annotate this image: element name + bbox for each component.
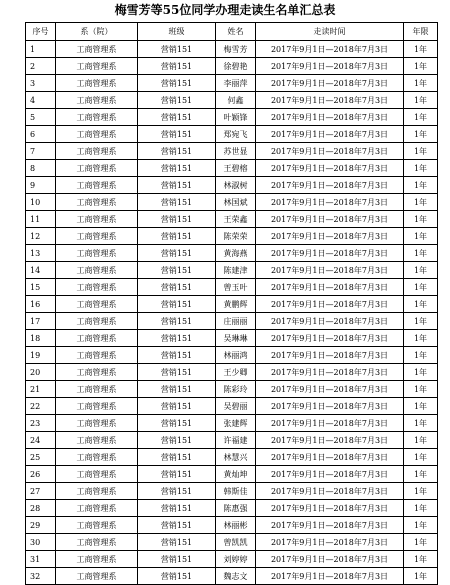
cell-name: 陈荣荣 [216, 228, 256, 245]
cell-period: 2017年9月1日—2018年7月3日 [256, 534, 404, 551]
table-row [26, 211, 438, 228]
cell-index: 15 [26, 279, 56, 296]
header-period: 走读时间 [256, 23, 404, 41]
cell-duration: 1年 [404, 364, 438, 381]
cell-name: 王荣鑫 [216, 211, 256, 228]
cell-department: 工商管理系 [56, 194, 138, 211]
cell-department: 工商管理系 [56, 432, 138, 449]
cell-duration: 1年 [404, 347, 438, 364]
cell-name: 刘婷婷 [216, 551, 256, 568]
cell-period: 2017年9月1日—2018年7月3日 [256, 398, 404, 415]
cell-class: 营销151 [138, 296, 216, 313]
cell-class: 营销151 [138, 211, 216, 228]
table-row [26, 109, 438, 126]
cell-index: 8 [26, 160, 56, 177]
cell-period: 2017年9月1日—2018年7月3日 [256, 517, 404, 534]
cell-period: 2017年9月1日—2018年7月3日 [256, 483, 404, 500]
cell-index: 5 [26, 109, 56, 126]
cell-index: 26 [26, 466, 56, 483]
cell-class: 营销151 [138, 177, 216, 194]
cell-name: 陈惠强 [216, 500, 256, 517]
cell-duration: 1年 [404, 313, 438, 330]
cell-name: 陈建津 [216, 262, 256, 279]
table-row [26, 415, 438, 432]
cell-index: 4 [26, 92, 56, 109]
cell-period: 2017年9月1日—2018年7月3日 [256, 432, 404, 449]
cell-name: 林慧兴 [216, 449, 256, 466]
roster-table [25, 22, 438, 585]
cell-duration: 1年 [404, 160, 438, 177]
cell-index: 20 [26, 364, 56, 381]
cell-department: 工商管理系 [56, 483, 138, 500]
cell-index: 11 [26, 211, 56, 228]
cell-department: 工商管理系 [56, 381, 138, 398]
cell-name: 许福建 [216, 432, 256, 449]
cell-department: 工商管理系 [56, 398, 138, 415]
cell-department: 工商管理系 [56, 415, 138, 432]
header-duration: 年限 [404, 23, 438, 41]
cell-department: 工商管理系 [56, 551, 138, 568]
cell-class: 营销151 [138, 279, 216, 296]
cell-name: 何鑫 [216, 92, 256, 109]
cell-index: 30 [26, 534, 56, 551]
cell-class: 营销151 [138, 313, 216, 330]
cell-period: 2017年9月1日—2018年7月3日 [256, 381, 404, 398]
cell-name: 陈彩玲 [216, 381, 256, 398]
cell-department: 工商管理系 [56, 500, 138, 517]
table-row [26, 364, 438, 381]
cell-period: 2017年9月1日—2018年7月3日 [256, 177, 404, 194]
cell-index: 29 [26, 517, 56, 534]
cell-class: 营销151 [138, 534, 216, 551]
cell-class: 营销151 [138, 347, 216, 364]
header-class: 班级 [138, 23, 216, 41]
cell-duration: 1年 [404, 143, 438, 160]
cell-duration: 1年 [404, 75, 438, 92]
table-row [26, 126, 438, 143]
cell-period: 2017年9月1日—2018年7月3日 [256, 568, 404, 585]
table-row [26, 534, 438, 551]
cell-duration: 1年 [404, 296, 438, 313]
cell-class: 营销151 [138, 500, 216, 517]
cell-duration: 1年 [404, 211, 438, 228]
cell-period: 2017年9月1日—2018年7月3日 [256, 364, 404, 381]
cell-duration: 1年 [404, 534, 438, 551]
cell-period: 2017年9月1日—2018年7月3日 [256, 262, 404, 279]
cell-department: 工商管理系 [56, 517, 138, 534]
cell-index: 31 [26, 551, 56, 568]
cell-department: 工商管理系 [56, 75, 138, 92]
cell-period: 2017年9月1日—2018年7月3日 [256, 500, 404, 517]
cell-class: 营销151 [138, 126, 216, 143]
cell-duration: 1年 [404, 126, 438, 143]
table-row [26, 75, 438, 92]
cell-name: 吴碧丽 [216, 398, 256, 415]
cell-index: 24 [26, 432, 56, 449]
cell-duration: 1年 [404, 92, 438, 109]
cell-period: 2017年9月1日—2018年7月3日 [256, 211, 404, 228]
table-row [26, 296, 438, 313]
cell-index: 23 [26, 415, 56, 432]
cell-index: 6 [26, 126, 56, 143]
cell-class: 营销151 [138, 364, 216, 381]
cell-name: 王碧榕 [216, 160, 256, 177]
cell-class: 营销151 [138, 228, 216, 245]
cell-name: 叶颖锋 [216, 109, 256, 126]
cell-index: 9 [26, 177, 56, 194]
cell-duration: 1年 [404, 194, 438, 211]
cell-duration: 1年 [404, 177, 438, 194]
cell-duration: 1年 [404, 330, 438, 347]
cell-period: 2017年9月1日—2018年7月3日 [256, 194, 404, 211]
cell-period: 2017年9月1日—2018年7月3日 [256, 279, 404, 296]
cell-name: 王少卿 [216, 364, 256, 381]
table-row [26, 194, 438, 211]
table-row [26, 160, 438, 177]
cell-name: 徐碧艳 [216, 58, 256, 75]
cell-index: 22 [26, 398, 56, 415]
cell-duration: 1年 [404, 381, 438, 398]
cell-class: 营销151 [138, 262, 216, 279]
cell-index: 10 [26, 194, 56, 211]
cell-index: 28 [26, 500, 56, 517]
cell-name: 魏志文 [216, 568, 256, 585]
cell-index: 13 [26, 245, 56, 262]
cell-name: 梅雪芳 [216, 41, 256, 58]
cell-department: 工商管理系 [56, 296, 138, 313]
cell-index: 19 [26, 347, 56, 364]
table-row [26, 177, 438, 194]
cell-name: 黄鹏辉 [216, 296, 256, 313]
cell-index: 18 [26, 330, 56, 347]
cell-class: 营销151 [138, 109, 216, 126]
cell-department: 工商管理系 [56, 92, 138, 109]
cell-duration: 1年 [404, 500, 438, 517]
cell-duration: 1年 [404, 228, 438, 245]
table-row [26, 466, 438, 483]
cell-period: 2017年9月1日—2018年7月3日 [256, 75, 404, 92]
cell-name: 黄海燕 [216, 245, 256, 262]
cell-duration: 1年 [404, 432, 438, 449]
cell-name: 曾玉叶 [216, 279, 256, 296]
cell-name: 苏世显 [216, 143, 256, 160]
cell-duration: 1年 [404, 279, 438, 296]
cell-name: 李丽萍 [216, 75, 256, 92]
table-row [26, 330, 438, 347]
cell-index: 14 [26, 262, 56, 279]
cell-duration: 1年 [404, 109, 438, 126]
cell-class: 营销151 [138, 160, 216, 177]
cell-period: 2017年9月1日—2018年7月3日 [256, 551, 404, 568]
cell-department: 工商管理系 [56, 160, 138, 177]
cell-department: 工商管理系 [56, 466, 138, 483]
cell-duration: 1年 [404, 262, 438, 279]
cell-period: 2017年9月1日—2018年7月3日 [256, 92, 404, 109]
cell-department: 工商管理系 [56, 143, 138, 160]
cell-department: 工商管理系 [56, 449, 138, 466]
cell-period: 2017年9月1日—2018年7月3日 [256, 449, 404, 466]
cell-period: 2017年9月1日—2018年7月3日 [256, 245, 404, 262]
cell-period: 2017年9月1日—2018年7月3日 [256, 296, 404, 313]
page-title: 梅雪芳等55位同学办理走读生名单汇总表 [114, 3, 336, 17]
cell-department: 工商管理系 [56, 262, 138, 279]
cell-duration: 1年 [404, 398, 438, 415]
cell-name: 黄灿坤 [216, 466, 256, 483]
table-row [26, 500, 438, 517]
cell-period: 2017年9月1日—2018年7月3日 [256, 466, 404, 483]
cell-name: 张建辉 [216, 415, 256, 432]
cell-class: 营销151 [138, 415, 216, 432]
cell-class: 营销151 [138, 483, 216, 500]
table-row [26, 262, 438, 279]
cell-duration: 1年 [404, 551, 438, 568]
cell-index: 2 [26, 58, 56, 75]
cell-class: 营销151 [138, 194, 216, 211]
cell-period: 2017年9月1日—2018年7月3日 [256, 109, 404, 126]
cell-duration: 1年 [404, 41, 438, 58]
cell-period: 2017年9月1日—2018年7月3日 [256, 58, 404, 75]
cell-period: 2017年9月1日—2018年7月3日 [256, 41, 404, 58]
table-row [26, 483, 438, 500]
cell-name: 林丽鸿 [216, 347, 256, 364]
cell-department: 工商管理系 [56, 228, 138, 245]
cell-duration: 1年 [404, 517, 438, 534]
cell-period: 2017年9月1日—2018年7月3日 [256, 143, 404, 160]
cell-department: 工商管理系 [56, 313, 138, 330]
cell-class: 营销151 [138, 551, 216, 568]
cell-index: 12 [26, 228, 56, 245]
table-row [26, 58, 438, 75]
cell-department: 工商管理系 [56, 364, 138, 381]
table-row [26, 228, 438, 245]
cell-index: 21 [26, 381, 56, 398]
cell-period: 2017年9月1日—2018年7月3日 [256, 160, 404, 177]
cell-department: 工商管理系 [56, 534, 138, 551]
cell-name: 韩斯佳 [216, 483, 256, 500]
cell-duration: 1年 [404, 245, 438, 262]
table-header-row [26, 23, 438, 41]
cell-department: 工商管理系 [56, 41, 138, 58]
cell-department: 工商管理系 [56, 109, 138, 126]
cell-name: 庄丽丽 [216, 313, 256, 330]
cell-class: 营销151 [138, 75, 216, 92]
cell-index: 25 [26, 449, 56, 466]
table-row [26, 568, 438, 585]
table-row [26, 432, 438, 449]
table-row [26, 398, 438, 415]
cell-duration: 1年 [404, 58, 438, 75]
cell-class: 营销151 [138, 449, 216, 466]
cell-class: 营销151 [138, 58, 216, 75]
cell-class: 营销151 [138, 466, 216, 483]
cell-class: 营销151 [138, 398, 216, 415]
table-row [26, 347, 438, 364]
cell-index: 16 [26, 296, 56, 313]
cell-department: 工商管理系 [56, 347, 138, 364]
cell-duration: 1年 [404, 449, 438, 466]
table-row [26, 92, 438, 109]
cell-name: 林丽彬 [216, 517, 256, 534]
table-row [26, 41, 438, 58]
cell-period: 2017年9月1日—2018年7月3日 [256, 415, 404, 432]
cell-class: 营销151 [138, 245, 216, 262]
cell-duration: 1年 [404, 415, 438, 432]
cell-department: 工商管理系 [56, 126, 138, 143]
cell-class: 营销151 [138, 92, 216, 109]
cell-duration: 1年 [404, 483, 438, 500]
cell-department: 工商管理系 [56, 177, 138, 194]
cell-period: 2017年9月1日—2018年7月3日 [256, 313, 404, 330]
cell-class: 营销151 [138, 330, 216, 347]
cell-class: 营销151 [138, 568, 216, 585]
table-row [26, 551, 438, 568]
cell-duration: 1年 [404, 568, 438, 585]
cell-department: 工商管理系 [56, 58, 138, 75]
cell-name: 吴琳琳 [216, 330, 256, 347]
cell-index: 32 [26, 568, 56, 585]
cell-period: 2017年9月1日—2018年7月3日 [256, 228, 404, 245]
cell-department: 工商管理系 [56, 211, 138, 228]
table-row [26, 381, 438, 398]
cell-index: 7 [26, 143, 56, 160]
cell-department: 工商管理系 [56, 568, 138, 585]
cell-index: 27 [26, 483, 56, 500]
cell-class: 营销151 [138, 517, 216, 534]
table-row [26, 449, 438, 466]
cell-name: 林国斌 [216, 194, 256, 211]
header-index: 序号 [26, 23, 56, 41]
cell-duration: 1年 [404, 466, 438, 483]
cell-index: 1 [26, 41, 56, 58]
cell-period: 2017年9月1日—2018年7月3日 [256, 330, 404, 347]
cell-name: 林淑树 [216, 177, 256, 194]
table-row [26, 279, 438, 296]
header-name: 姓名 [216, 23, 256, 41]
cell-class: 营销151 [138, 432, 216, 449]
cell-class: 营销151 [138, 381, 216, 398]
cell-period: 2017年9月1日—2018年7月3日 [256, 347, 404, 364]
table-row [26, 313, 438, 330]
cell-index: 3 [26, 75, 56, 92]
cell-department: 工商管理系 [56, 245, 138, 262]
cell-class: 营销151 [138, 143, 216, 160]
table-row [26, 143, 438, 160]
table-row [26, 517, 438, 534]
cell-class: 营销151 [138, 41, 216, 58]
cell-name: 郑宛飞 [216, 126, 256, 143]
cell-index: 17 [26, 313, 56, 330]
cell-department: 工商管理系 [56, 330, 138, 347]
cell-period: 2017年9月1日—2018年7月3日 [256, 126, 404, 143]
cell-name: 曾凯凯 [216, 534, 256, 551]
table-row [26, 245, 438, 262]
cell-department: 工商管理系 [56, 279, 138, 296]
header-department: 系（院） [56, 23, 138, 41]
